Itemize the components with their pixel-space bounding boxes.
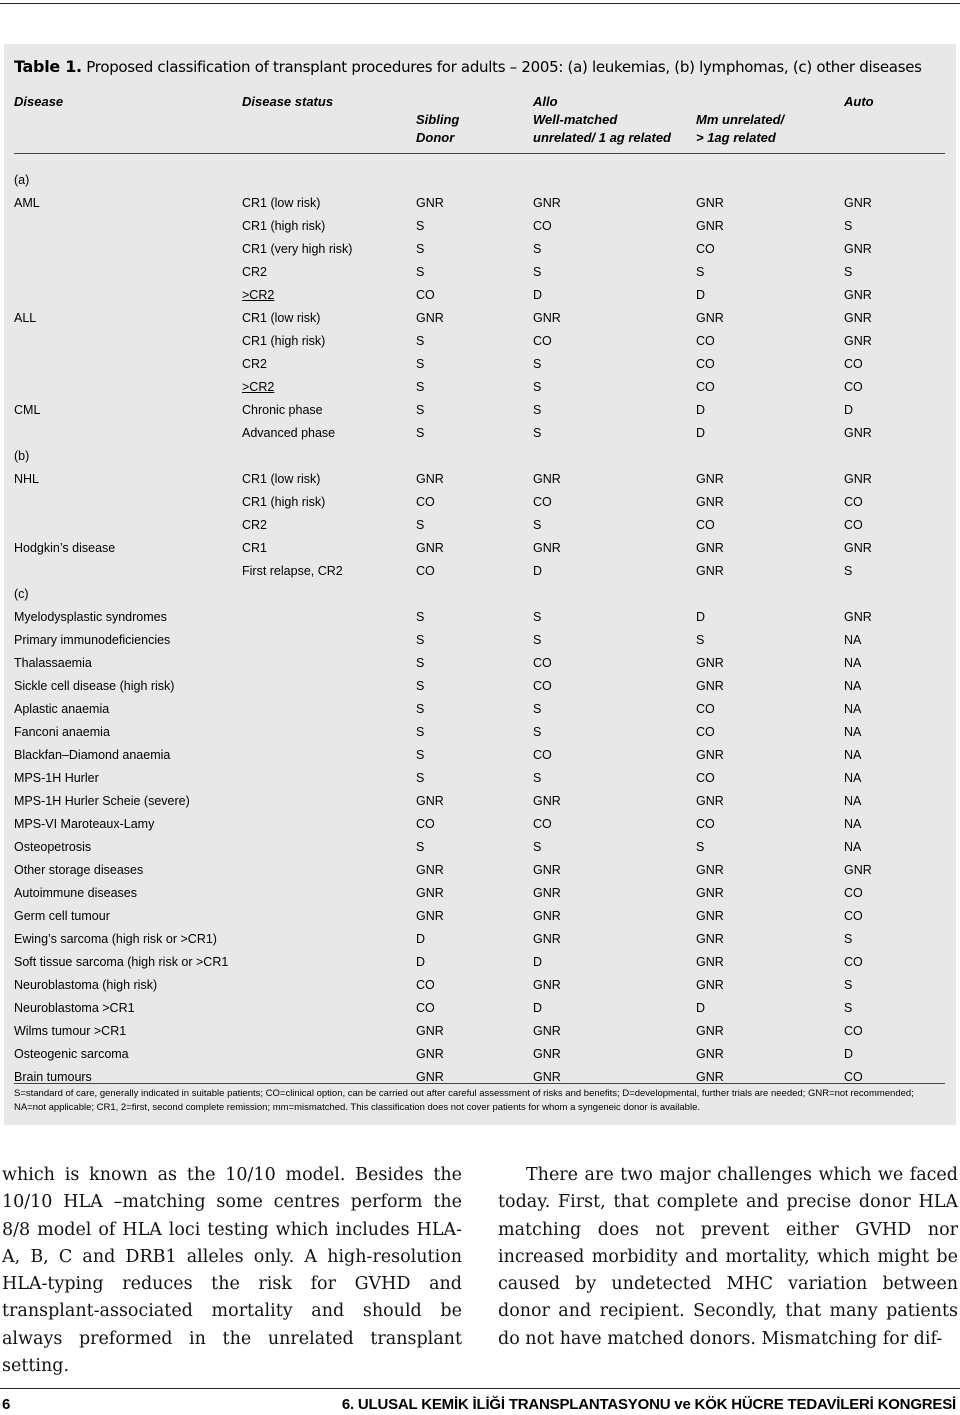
- disease-cell: Sickle cell disease (high risk): [14, 679, 175, 693]
- auto-cell: CO: [844, 380, 863, 394]
- disease-cell: Osteopetrosis: [14, 840, 92, 854]
- table-row: [4, 560, 956, 583]
- table-body: [4, 169, 956, 1089]
- disease-cell: MPS-1H Hurler: [14, 771, 99, 785]
- table-row: [4, 744, 956, 767]
- sibling-cell: S: [416, 610, 425, 624]
- table-title: [14, 57, 922, 76]
- mm-unrelated-cell: GNR: [696, 495, 724, 509]
- status-cell: CR1 (high risk): [242, 219, 326, 233]
- header-rule: [14, 153, 945, 154]
- well-matched-cell: GNR: [533, 1024, 561, 1038]
- table-row: [4, 1020, 956, 1043]
- well-matched-cell: GNR: [533, 909, 561, 923]
- disease-cell: Soft tissue sarcoma (high risk or >CR1: [14, 955, 229, 969]
- auto-cell: CO: [844, 1070, 863, 1084]
- mm-unrelated-cell: CO: [696, 725, 715, 739]
- table-row: [4, 790, 956, 813]
- sibling-cell: GNR: [416, 311, 444, 325]
- mm-unrelated-cell: S: [696, 265, 705, 279]
- disease-cell: Thalassaemia: [14, 656, 92, 670]
- status-cell: CR1 (high risk): [242, 334, 326, 348]
- mm-unrelated-cell: CO: [696, 380, 715, 394]
- auto-cell: CO: [844, 495, 863, 509]
- well-matched-cell: S: [533, 265, 542, 279]
- table-row: [4, 675, 956, 698]
- well-matched-cell: GNR: [533, 196, 561, 210]
- sibling-cell: GNR: [416, 886, 444, 900]
- status-cell: Advanced phase: [242, 426, 336, 440]
- sibling-cell: S: [416, 771, 425, 785]
- mm-unrelated-cell: S: [696, 633, 705, 647]
- header-mm-unrelated: Mm unrelated/: [696, 112, 785, 127]
- disease-cell: (b): [14, 449, 30, 463]
- table-row: [4, 491, 956, 514]
- mm-unrelated-cell: GNR: [696, 679, 724, 693]
- table-row: [4, 997, 956, 1020]
- disease-cell: Aplastic anaemia: [14, 702, 110, 716]
- table-row: [4, 468, 956, 491]
- table-footnote: S=standard of care, generally indicated in suitable patients; CO=clinical option, can be carried out after careful assessment of risks and benefits; D=developmental, further trials are needed; GNR=not recommended; NA=not applicable; CR1, 2=first, second complete remission; mm=mismatched. This classification does not cover patients for whom a syngeneic donor is available.: [14, 1088, 914, 1113]
- table-row: [4, 284, 956, 307]
- table-row: [4, 767, 956, 790]
- mm-unrelated-cell: GNR: [696, 863, 724, 877]
- disease-cell: ALL: [14, 311, 37, 325]
- status-cell: CR2: [242, 518, 268, 532]
- table-row: [4, 422, 956, 445]
- well-matched-cell: D: [533, 955, 543, 969]
- mm-unrelated-cell: GNR: [696, 219, 724, 233]
- header-well-matched: Well-matched: [533, 112, 618, 127]
- table-row: [4, 583, 956, 606]
- well-matched-cell: S: [533, 403, 542, 417]
- table-row: [4, 1066, 956, 1089]
- disease-cell: CML: [14, 403, 41, 417]
- mm-unrelated-cell: GNR: [696, 932, 724, 946]
- table-row: [4, 238, 956, 261]
- auto-cell: NA: [844, 702, 862, 716]
- well-matched-cell: CO: [533, 679, 552, 693]
- sibling-cell: CO: [416, 288, 435, 302]
- mm-unrelated-cell: S: [696, 840, 705, 854]
- mm-unrelated-cell: CO: [696, 357, 715, 371]
- mm-unrelated-cell: GNR: [696, 311, 724, 325]
- auto-cell: CO: [844, 909, 863, 923]
- well-matched-cell: GNR: [533, 932, 561, 946]
- mm-unrelated-cell: GNR: [696, 978, 724, 992]
- sibling-cell: GNR: [416, 909, 444, 923]
- header-1ag-related: > 1ag related: [696, 130, 776, 145]
- table-row: [4, 721, 956, 744]
- mm-unrelated-cell: GNR: [696, 656, 724, 670]
- auto-cell: S: [844, 978, 853, 992]
- sibling-cell: S: [416, 633, 425, 647]
- well-matched-cell: S: [533, 610, 542, 624]
- congress-title: 6. ULUSAL KEMİK İLİĞİ TRANSPLANTASYONU ve KÖK HÜCRE TEDAVİLERİ KONGRESİ: [341, 1396, 956, 1413]
- well-matched-cell: CO: [533, 748, 552, 762]
- status-cell: First relapse, CR2: [242, 564, 343, 578]
- well-matched-cell: S: [533, 380, 542, 394]
- table-row: [4, 192, 956, 215]
- auto-cell: S: [844, 564, 853, 578]
- auto-cell: S: [844, 219, 853, 233]
- table-row: [4, 1043, 956, 1066]
- table-row: [4, 813, 956, 836]
- mm-unrelated-cell: CO: [696, 817, 715, 831]
- sibling-cell: GNR: [416, 196, 444, 210]
- mm-unrelated-cell: D: [696, 1001, 706, 1015]
- table-row: [4, 951, 956, 974]
- sibling-cell: S: [416, 357, 425, 371]
- well-matched-cell: S: [533, 518, 542, 532]
- table-caption: Proposed classification of transplant procedures for adults – 2005: (a) leukemias, (b) lymphomas, (c) other diseases: [81, 58, 922, 76]
- disease-cell: AML: [14, 196, 40, 210]
- mm-unrelated-cell: GNR: [696, 955, 724, 969]
- well-matched-cell: D: [533, 564, 543, 578]
- auto-cell: GNR: [844, 288, 872, 302]
- sibling-cell: CO: [416, 817, 435, 831]
- well-matched-cell: GNR: [533, 1047, 561, 1061]
- auto-cell: NA: [844, 633, 862, 647]
- well-matched-cell: S: [533, 426, 542, 440]
- header-disease-status: Disease status: [242, 94, 334, 109]
- mm-unrelated-cell: CO: [696, 702, 715, 716]
- table-row: [4, 859, 956, 882]
- sibling-cell: S: [416, 242, 425, 256]
- sibling-cell: GNR: [416, 1047, 444, 1061]
- mm-unrelated-cell: CO: [696, 242, 715, 256]
- bottom-rule: [0, 1388, 960, 1389]
- sibling-cell: GNR: [416, 1024, 444, 1038]
- disease-cell: Autoimmune diseases: [14, 886, 137, 900]
- mm-unrelated-cell: GNR: [696, 886, 724, 900]
- sibling-cell: S: [416, 679, 425, 693]
- table-box: [4, 44, 956, 1125]
- auto-cell: NA: [844, 748, 862, 762]
- well-matched-cell: GNR: [533, 472, 561, 486]
- disease-cell: (a): [14, 173, 30, 187]
- status-cell: CR1: [242, 541, 268, 555]
- mm-unrelated-cell: CO: [696, 771, 715, 785]
- well-matched-cell: S: [533, 771, 542, 785]
- top-rule: [0, 3, 960, 4]
- auto-cell: NA: [844, 725, 862, 739]
- disease-cell: Primary immunodeficiencies: [14, 633, 171, 647]
- table-row: [4, 169, 956, 192]
- status-cell: CR1 (low risk): [242, 196, 321, 210]
- table-row: [4, 307, 956, 330]
- disease-cell: Germ cell tumour: [14, 909, 110, 923]
- mm-unrelated-cell: GNR: [696, 748, 724, 762]
- well-matched-cell: GNR: [533, 863, 561, 877]
- auto-cell: GNR: [844, 472, 872, 486]
- well-matched-cell: CO: [533, 219, 552, 233]
- body-left-paragraph: which is known as the 10/10 model. Besides the 10/10 HLA –matching some centres perform the 8/8 model of HLA loci testing which includes HLA-A, B, C and DRB1 alleles only. A high-resolution HLA-typing reduces the risk for GVHD and transplant-associated mortality and should be always preformed in the unrelated transplant setting.: [2, 1165, 462, 1377]
- mm-unrelated-cell: GNR: [696, 196, 724, 210]
- sibling-cell: GNR: [416, 863, 444, 877]
- well-matched-cell: S: [533, 702, 542, 716]
- sibling-cell: S: [416, 656, 425, 670]
- footer-rule: [14, 1083, 945, 1084]
- auto-cell: D: [844, 403, 854, 417]
- sibling-cell: S: [416, 403, 425, 417]
- mm-unrelated-cell: D: [696, 426, 706, 440]
- status-cell: CR1 (very high risk): [242, 242, 353, 256]
- auto-cell: CO: [844, 955, 863, 969]
- disease-cell: MPS-VI Maroteaux-Lamy: [14, 817, 155, 831]
- well-matched-cell: CO: [533, 656, 552, 670]
- sibling-cell: D: [416, 932, 426, 946]
- table-row: [4, 882, 956, 905]
- auto-cell: NA: [844, 794, 862, 808]
- mm-unrelated-cell: GNR: [696, 472, 724, 486]
- page-number: 6: [2, 1396, 11, 1413]
- table-row: [4, 629, 956, 652]
- table-row: [4, 376, 956, 399]
- table-row: [4, 445, 956, 468]
- mm-unrelated-cell: GNR: [696, 1024, 724, 1038]
- well-matched-cell: CO: [533, 495, 552, 509]
- sibling-cell: CO: [416, 495, 435, 509]
- sibling-cell: S: [416, 219, 425, 233]
- well-matched-cell: GNR: [533, 886, 561, 900]
- well-matched-cell: CO: [533, 334, 552, 348]
- status-cell: >CR2: [242, 288, 275, 302]
- sibling-cell: S: [416, 840, 425, 854]
- status-cell: CR1 (low risk): [242, 311, 321, 325]
- table-row: [4, 836, 956, 859]
- status-cell: >CR2: [242, 380, 275, 394]
- disease-cell: (c): [14, 587, 29, 601]
- disease-cell: Brain tumours: [14, 1070, 92, 1084]
- mm-unrelated-cell: GNR: [696, 1047, 724, 1061]
- sibling-cell: S: [416, 748, 425, 762]
- auto-cell: S: [844, 932, 853, 946]
- sibling-cell: D: [416, 955, 426, 969]
- status-cell: CR1 (low risk): [242, 472, 321, 486]
- sibling-cell: GNR: [416, 472, 444, 486]
- auto-cell: GNR: [844, 610, 872, 624]
- mm-unrelated-cell: CO: [696, 518, 715, 532]
- sibling-cell: S: [416, 702, 425, 716]
- auto-cell: NA: [844, 840, 862, 854]
- auto-cell: GNR: [844, 311, 872, 325]
- disease-cell: Osteogenic sarcoma: [14, 1047, 129, 1061]
- table-row: [4, 399, 956, 422]
- auto-cell: NA: [844, 656, 862, 670]
- body-right-paragraph: There are two major challenges which we faced today. First, that complete and precise donor HLA matching does not prevent either GVHD nor increased morbidity and mortality, which might be caused by undetected MHC variation between donor and recipient. Secondly, that many patients do not have matched donors. Mismatching for dif-: [498, 1165, 958, 1349]
- well-matched-cell: GNR: [533, 541, 561, 555]
- mm-unrelated-cell: GNR: [696, 564, 724, 578]
- auto-cell: CO: [844, 357, 863, 371]
- well-matched-cell: GNR: [533, 311, 561, 325]
- mm-unrelated-cell: GNR: [696, 541, 724, 555]
- table-row: [4, 974, 956, 997]
- sibling-cell: S: [416, 334, 425, 348]
- disease-cell: Blackfan–Diamond anaemia: [14, 748, 171, 762]
- disease-cell: Myelodysplastic syndromes: [14, 610, 167, 624]
- auto-cell: CO: [844, 886, 863, 900]
- table-row: [4, 514, 956, 537]
- header-disease: Disease: [14, 94, 64, 109]
- disease-cell: Ewing’s sarcoma (high risk or >CR1): [14, 932, 217, 946]
- auto-cell: S: [844, 1001, 853, 1015]
- sibling-cell: S: [416, 518, 425, 532]
- table-row: [4, 353, 956, 376]
- table-row: [4, 330, 956, 353]
- auto-cell: CO: [844, 518, 863, 532]
- status-cell: CR1 (high risk): [242, 495, 326, 509]
- auto-cell: GNR: [844, 863, 872, 877]
- auto-cell: GNR: [844, 334, 872, 348]
- table-label: Table 1.: [14, 57, 82, 76]
- well-matched-cell: S: [533, 725, 542, 739]
- auto-cell: NA: [844, 679, 862, 693]
- auto-cell: GNR: [844, 426, 872, 440]
- sibling-cell: GNR: [416, 794, 444, 808]
- status-cell: CR2: [242, 357, 268, 371]
- disease-cell: Neuroblastoma (high risk): [14, 978, 158, 992]
- disease-cell: Other storage diseases: [14, 863, 144, 877]
- table-row: [4, 537, 956, 560]
- status-cell: CR2: [242, 265, 268, 279]
- auto-cell: S: [844, 265, 853, 279]
- mm-unrelated-cell: GNR: [696, 794, 724, 808]
- table-row: [4, 905, 956, 928]
- sibling-cell: S: [416, 265, 425, 279]
- sibling-cell: S: [416, 380, 425, 394]
- disease-cell: Neuroblastoma >CR1: [14, 1001, 135, 1015]
- disease-cell: MPS-1H Hurler Scheie (severe): [14, 794, 190, 808]
- auto-cell: D: [844, 1047, 854, 1061]
- header-allo: Allo: [533, 94, 558, 109]
- well-matched-cell: S: [533, 633, 542, 647]
- header-donor: Donor: [416, 130, 455, 145]
- header-sibling: Sibling: [416, 112, 460, 127]
- mm-unrelated-cell: GNR: [696, 1070, 724, 1084]
- sibling-cell: CO: [416, 1001, 435, 1015]
- auto-cell: GNR: [844, 541, 872, 555]
- header-auto: Auto: [844, 94, 874, 109]
- sibling-cell: CO: [416, 564, 435, 578]
- disease-cell: Wilms tumour >CR1: [14, 1024, 127, 1038]
- mm-unrelated-cell: D: [696, 610, 706, 624]
- well-matched-cell: D: [533, 288, 543, 302]
- sibling-cell: CO: [416, 978, 435, 992]
- well-matched-cell: CO: [533, 817, 552, 831]
- sibling-cell: GNR: [416, 541, 444, 555]
- status-cell: Chronic phase: [242, 403, 323, 417]
- disease-cell: NHL: [14, 472, 40, 486]
- well-matched-cell: GNR: [533, 1070, 561, 1084]
- auto-cell: GNR: [844, 196, 872, 210]
- well-matched-cell: S: [533, 840, 542, 854]
- mm-unrelated-cell: D: [696, 288, 706, 302]
- disease-cell: Hodgkin’s disease: [14, 541, 116, 555]
- table-row: [4, 928, 956, 951]
- auto-cell: NA: [844, 817, 862, 831]
- sibling-cell: GNR: [416, 1070, 444, 1084]
- table-row: [4, 698, 956, 721]
- well-matched-cell: D: [533, 1001, 543, 1015]
- sibling-cell: S: [416, 426, 425, 440]
- table-row: [4, 652, 956, 675]
- auto-cell: GNR: [844, 242, 872, 256]
- mm-unrelated-cell: GNR: [696, 909, 724, 923]
- well-matched-cell: S: [533, 242, 542, 256]
- table-row: [4, 215, 956, 238]
- auto-cell: NA: [844, 771, 862, 785]
- mm-unrelated-cell: CO: [696, 334, 715, 348]
- well-matched-cell: GNR: [533, 978, 561, 992]
- mm-unrelated-cell: D: [696, 403, 706, 417]
- sibling-cell: S: [416, 725, 425, 739]
- table-row: [4, 606, 956, 629]
- header-unrelated-1ag: unrelated/ 1 ag related: [533, 130, 671, 145]
- well-matched-cell: GNR: [533, 794, 561, 808]
- disease-cell: Fanconi anaemia: [14, 725, 110, 739]
- well-matched-cell: S: [533, 357, 542, 371]
- auto-cell: CO: [844, 1024, 863, 1038]
- table-row: [4, 261, 956, 284]
